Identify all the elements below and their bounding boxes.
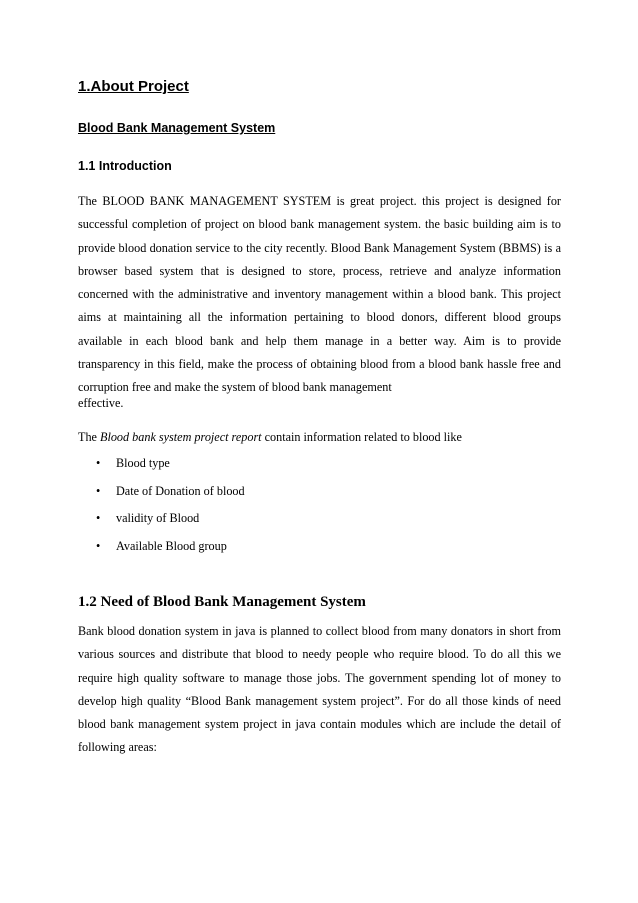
- list-item: [78, 509, 245, 537]
- subsection-heading-need: 1.2 Need of Blood Bank Management System: [78, 594, 366, 610]
- report-line-suffix: contain information related to blood like: [261, 430, 462, 444]
- blood-info-list: [78, 454, 245, 564]
- report-line-italic: Blood bank system project report: [100, 430, 262, 444]
- bullet-icon: •: [96, 538, 101, 553]
- list-item-text: validity of Blood: [116, 511, 200, 525]
- report-line-prefix: The: [78, 430, 100, 444]
- bullet-icon: •: [96, 456, 101, 470]
- list-item: [78, 454, 245, 482]
- list-item-text: Date of Donation of blood: [116, 483, 245, 498]
- list-item: [78, 537, 245, 565]
- report-description-line: [78, 430, 462, 445]
- list-item: [78, 482, 245, 510]
- introduction-paragraph-end: effective.: [78, 396, 124, 410]
- bullet-icon: •: [96, 483, 101, 498]
- subsection-heading-introduction: 1.1 Introduction: [78, 159, 172, 173]
- need-paragraph: Bank blood donation system in java is planned to collect blood from many donators in short from various sources and distribute that blood to needy people who require blood. To do all this we require high quality software to manage those jobs. The government spending lot of money to develop high quality “Blood Bank management system project”. For do all those kinds of need blood bank management system project in java contain modules which are include the detail of following areas:: [78, 624, 561, 755]
- section-heading-about: 1.About Project: [78, 78, 189, 95]
- project-title-heading: Blood Bank Management System: [78, 121, 276, 135]
- list-item-text: Blood type: [116, 456, 170, 470]
- introduction-paragraph: The BLOOD BANK MANAGEMENT SYSTEM is great project. this project is designed for successful completion of project on blood bank management system. the basic building aim is to provide blood donation service to the city recently. Blood Bank Management System (BBMS) is a browser based system that is designed to store, process, retrieve and analyze information concerned with the administrative and inventory management within a blood bank. This project aims at maintaining all the information pertaining to blood donors, different blood groups available in each blood bank and help them manage in a better way. Aim is to provide transparency in this field, make the process of obtaining blood from a blood bank hassle free and corruption free and make the system of blood bank management: [78, 194, 561, 395]
- bullet-icon: •: [96, 511, 101, 525]
- list-item-text: Available Blood group: [116, 538, 227, 553]
